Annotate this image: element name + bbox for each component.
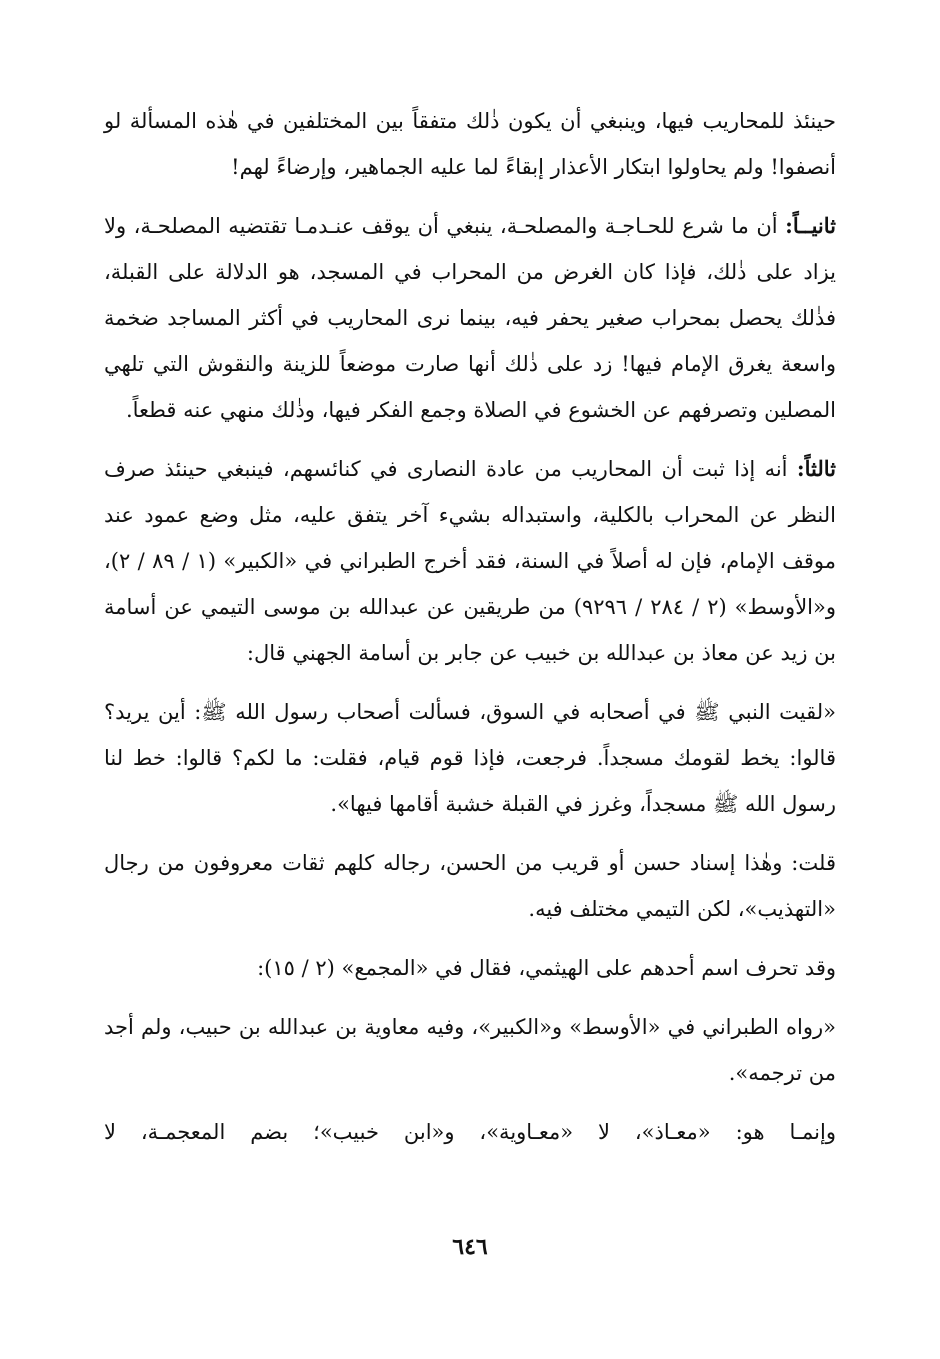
paragraph-7-quote [104,1004,836,1096]
paragraph-4-text: «لقيت النبي ﷺ في أصحابه في السوق، فسألت أصحاب رسول الله ﷺ: أين يريد؟ قالوا: يخط لقومك مسجداً. فرجعت، فإذا قوم قيام، فقلت: ما لكم؟ قالوا: خط لنا رسول الله ﷺ مسجداً، وغرز في القبلة خشبة أقامها فيها». [104,700,836,816]
paragraph-6 [104,945,836,991]
paragraph-8 [104,1109,836,1155]
paragraph-1-text: حينئذ للمحاريب فيها، وينبغي أن يكون ذٰلك متفقاً بين المختلفين في هٰذه المسألة لو أنصفوا! ولم يحاولوا ابتكار الأعذار إبقاءً لما عليه الجماهير، وإرضاءً لهم! [104,109,836,179]
paragraph-1 [104,98,836,190]
body-text [104,98,836,1155]
paragraph-2-text: أن ما شرع للحـاجـة والمصلحـة، ينبغي أن يوقف عنـدمـا تقتضيه المصلحـة، ولا يزاد على ذٰلك، فإذا كان الغرض من المحراب في المسجد، هو الدلالة على القبلة، فذٰلك يحصل بمحراب صغير يحفر فيه، بينما نرى المحاريب في أكثر المساجد ضخمة واسعة يغرق الإمام فيها! زد على ذٰلك أنها صارت موضعاً للزينة والنقوش التي تلهي المصلين وتصرفهم عن الخشوع في الصلاة وجمع الفكر فيها، وذٰلك منهي عنه قطعاً. [104,214,836,422]
paragraph-6-text: وقد تحرف اسم أحدهم على الهيثمي، فقال في «المجمع» (٢ / ١٥): [257,956,836,980]
paragraph-2-lead: ثانيــاً: [785,213,836,238]
paragraph-8-text: وإنمـا هو: «معـاذ»، لا «معـاوية»، و«ابن خبيب»؛ بضم المعجمـة، لا [104,1120,836,1144]
paragraph-3-text: أنه إذا ثبت أن المحاريب من عادة النصارى في كنائسهم، فينبغي حينئذ صرف النظر عن المحراب بالكلية، واستبداله بشيء آخر يتفق عليه، مثل وضع عمود عند موقف الإمام، فإن له أصلاً في السنة، فقد أخرج الطبراني في «الكبير» (١ / ٨٩ / ٢)، و«الأوسط» (٢ / ٢٨٤ / ٩٢٩٦) من طريقين عن عبدالله بن موسى التيمي عن أسامة بن زيد عن معاذ بن عبدالله بن خبيب عن جابر بن أسامة الجهني قال: [104,457,836,665]
paragraph-3 [104,446,836,676]
paragraph-2 [104,203,836,433]
paragraph-5-text: قلت: وهٰذا إسناد حسن أو قريب من الحسن، رجاله كلهم ثقات معروفون من رجال «التهذيب»، لكن التيمي مختلف فيه. [104,851,836,921]
paragraph-3-lead: ثالثاً: [796,456,836,481]
paragraph-7-text: «رواه الطبراني في «الأوسط» و«الكبير»، وفيه معاوية بن عبدالله بن حبيب، ولم أجد من ترجمه». [104,1015,836,1085]
page-number: ٦٤٦ [452,1234,488,1260]
paragraph-5 [104,840,836,932]
paragraph-4-hadith-quote [104,689,836,827]
